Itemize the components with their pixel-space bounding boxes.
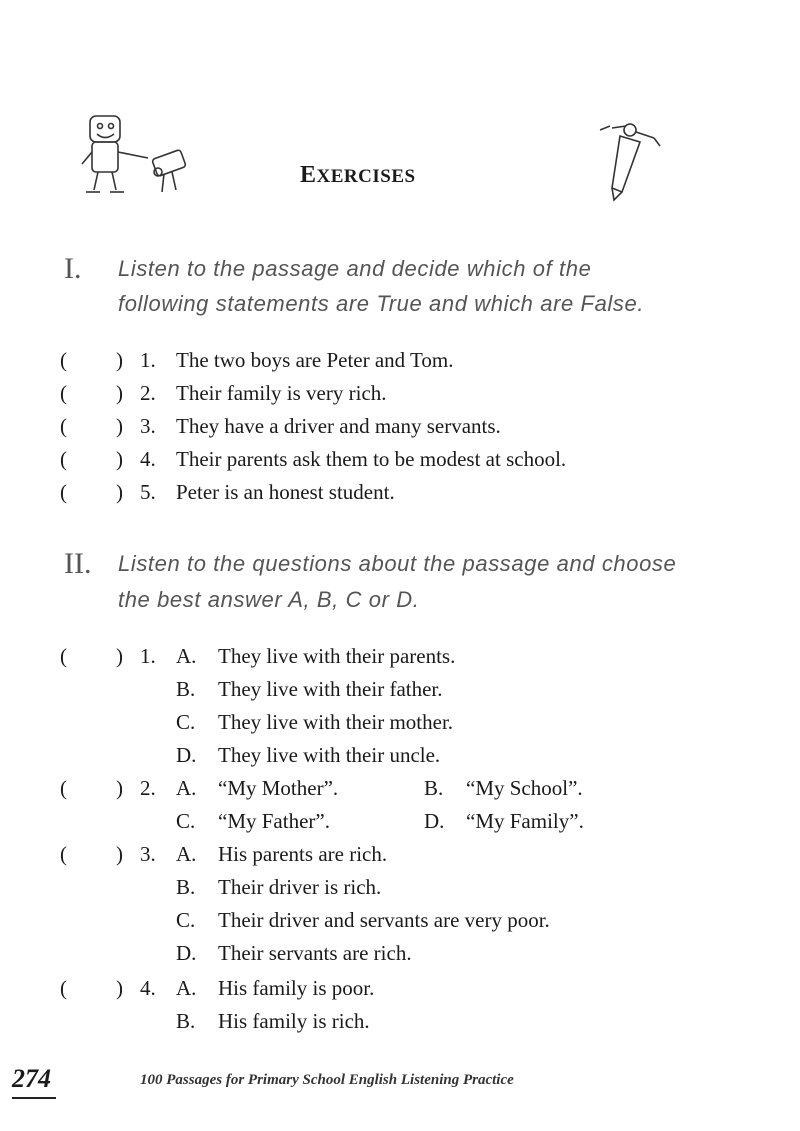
section-1-number: I. bbox=[64, 252, 82, 285]
statement-row: ( ) 3. They have a driver and many servants. bbox=[60, 414, 501, 438]
option-row: D. They live with their uncle. bbox=[176, 743, 441, 767]
option-text: His parents are rich. bbox=[218, 842, 388, 866]
answer-blank[interactable]: ( bbox=[60, 776, 67, 800]
cartoon-pencil-illustration bbox=[598, 112, 668, 204]
option-row: C. Their driver and servants are very poor. bbox=[176, 908, 550, 932]
option-text: “My Mother”. bbox=[218, 776, 339, 800]
option-text: Their driver and servants are very poor. bbox=[218, 908, 550, 932]
question-row: ( ) 3. A. His parents are rich. bbox=[60, 842, 388, 866]
answer-blank[interactable]: ( bbox=[60, 381, 67, 405]
question-row: ( ) 4. A. His family is poor. bbox=[60, 976, 375, 1000]
option-row: B. His family is rich. bbox=[176, 1009, 370, 1033]
statement-row: ( ) 2. Their family is very rich. bbox=[60, 381, 387, 405]
answer-blank[interactable]: ( bbox=[60, 414, 67, 438]
answer-blank[interactable]: ( bbox=[60, 976, 67, 1000]
answer-blank[interactable]: ( bbox=[60, 480, 67, 504]
answer-blank[interactable]: ( bbox=[60, 348, 67, 372]
answer-blank[interactable]: ( bbox=[60, 842, 67, 866]
statement-text: The two boys are Peter and Tom. bbox=[176, 348, 454, 372]
page-number-underline bbox=[12, 1097, 56, 1099]
statement-row: ( ) 5. Peter is an honest student. bbox=[60, 480, 395, 504]
option-row: D. Their servants are rich. bbox=[176, 941, 412, 965]
statement-text: Peter is an honest student. bbox=[176, 480, 395, 504]
question-row: ( ) 2. A. “My Mother”. B. “My School”. bbox=[60, 776, 583, 800]
cartoon-boy-illustration bbox=[78, 112, 200, 202]
option-text: They live with their father. bbox=[218, 677, 443, 701]
answer-blank[interactable]: ( bbox=[60, 644, 67, 668]
option-text: They live with their mother. bbox=[218, 710, 454, 734]
section-1-instruction-line-2: following statements are True and which are False. bbox=[118, 291, 645, 316]
section-2-instruction-line-2: the best answer A, B, C or D. bbox=[118, 587, 420, 612]
option-text: Their driver is rich. bbox=[218, 875, 382, 899]
statement-row: ( ) 4. Their parents ask them to be modest at school. bbox=[60, 447, 567, 471]
page-number: 274 bbox=[12, 1064, 51, 1093]
statement-text: Their family is very rich. bbox=[176, 381, 387, 405]
option-row: B. They live with their father. bbox=[176, 677, 443, 701]
option-text: “My Father”. bbox=[218, 809, 330, 833]
statement-text: Their parents ask them to be modest at school. bbox=[176, 447, 567, 471]
section-2-number: II. bbox=[64, 547, 92, 580]
option-text: “My School”. bbox=[466, 776, 583, 800]
option-row: C. “My Father”. D. “My Family”. bbox=[176, 809, 584, 833]
option-text: They live with their parents. bbox=[218, 644, 456, 668]
statement-text: They have a driver and many servants. bbox=[176, 414, 501, 438]
option-text: They live with their uncle. bbox=[218, 743, 441, 767]
section-2-instruction-line-1: Listen to the questions about the passage and choose bbox=[118, 551, 677, 576]
option-row: B. Their driver is rich. bbox=[176, 875, 382, 899]
section-1-instruction-line-1: Listen to the passage and decide which of the bbox=[118, 256, 592, 281]
book-title: 100 Passages for Primary School English Listening Practice bbox=[140, 1072, 514, 1088]
page-title: EXERCISES bbox=[300, 162, 416, 188]
option-text: His family is rich. bbox=[218, 1009, 370, 1033]
answer-blank[interactable]: ( bbox=[60, 447, 67, 471]
question-row: ( ) 1. A. They live with their parents. bbox=[60, 644, 456, 668]
option-text: Their servants are rich. bbox=[218, 941, 412, 965]
option-text: “My Family”. bbox=[466, 809, 584, 833]
statement-row: ( ) 1. The two boys are Peter and Tom. bbox=[60, 348, 454, 372]
option-text: His family is poor. bbox=[218, 976, 375, 1000]
option-row: C. They live with their mother. bbox=[176, 710, 454, 734]
